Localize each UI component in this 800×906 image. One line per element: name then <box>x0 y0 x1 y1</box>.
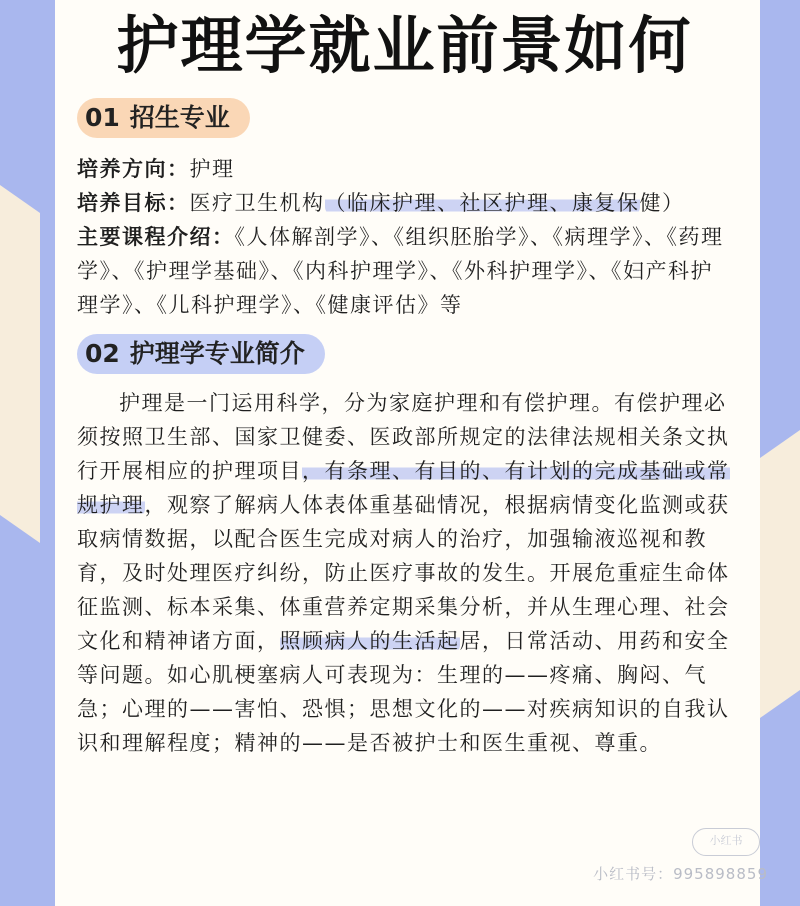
intro-text-a: 护理是一门运用科学，分为家庭护理和有偿护理。有偿护理必须按照卫生部、国家卫健委、医政部所规定的法律法规相关条文执行开展相应的护理项目 <box>77 391 730 483</box>
courses-text: 《人体解剖学》、《组织胚胎学》、《病理学》、《药理学》、《护理学基础》、《内科护理学》、《外科护理学》、《妇产科护理学》、《儿科护理学》、《健康评估》等 <box>77 225 724 317</box>
introduction-paragraph <box>77 386 732 760</box>
goal-row <box>77 186 732 220</box>
courses-row <box>77 220 732 322</box>
section-heading-introduction <box>77 334 325 374</box>
section-heading-label: 招生专业 <box>129 103 230 132</box>
direction-value: 护理 <box>189 157 235 181</box>
goal-tail: 健） <box>639 191 685 215</box>
goal-label: 培养目标： <box>77 191 190 215</box>
direction-label: 培养方向： <box>77 157 190 181</box>
goal-value: 医疗卫生机构 <box>189 191 325 215</box>
background-stripe-left <box>0 185 40 543</box>
intro-highlight-b: 照顾病人的生活起 <box>279 629 460 653</box>
direction-row <box>77 152 732 186</box>
courses-label: 主要课程介绍： <box>77 225 235 249</box>
watermark-text: 小红书号：995898859 <box>593 865 768 883</box>
section-heading-enrollment <box>77 98 250 138</box>
content-card <box>55 0 760 906</box>
section-number: 01 <box>85 103 120 132</box>
goal-highlight: （临床护理、社区护理、康复保 <box>324 191 640 215</box>
intro-highlight-a: ，有条理、有目的、有计划的完成基础或常规护理 <box>77 459 730 517</box>
intro-text-c: 居，日常活动、用药和安全等问题。如心肌梗塞病人可表现为：生理的——疼痛、胸闷、气急；心理的——害怕、恐惧；思想文化的——对疾病知识的自我认识和理解程度；精神的——是否被护士和医生重视、尊重。 <box>77 629 730 755</box>
page-title: 护理学就业前景如何 <box>116 9 693 82</box>
section-number: 02 <box>85 339 120 368</box>
enrollment-details <box>77 152 732 322</box>
section-heading-label: 护理学专业简介 <box>129 339 305 368</box>
intro-text-b: ，观察了解病人体表体重基础情况，根据病情变化监测或获取病情数据，以配合医生完成对病人的治疗，加强输液巡视和教育，及时处理医疗纠纷，防止医疗事故的发生。开展危重症生命体征监测、标本采集、体重营养定期采集分析，并从生理心理、社会文化和精神诸方面， <box>77 493 730 653</box>
background-stripe-right <box>760 430 800 718</box>
watermark-logo: 小红书 <box>692 828 760 856</box>
